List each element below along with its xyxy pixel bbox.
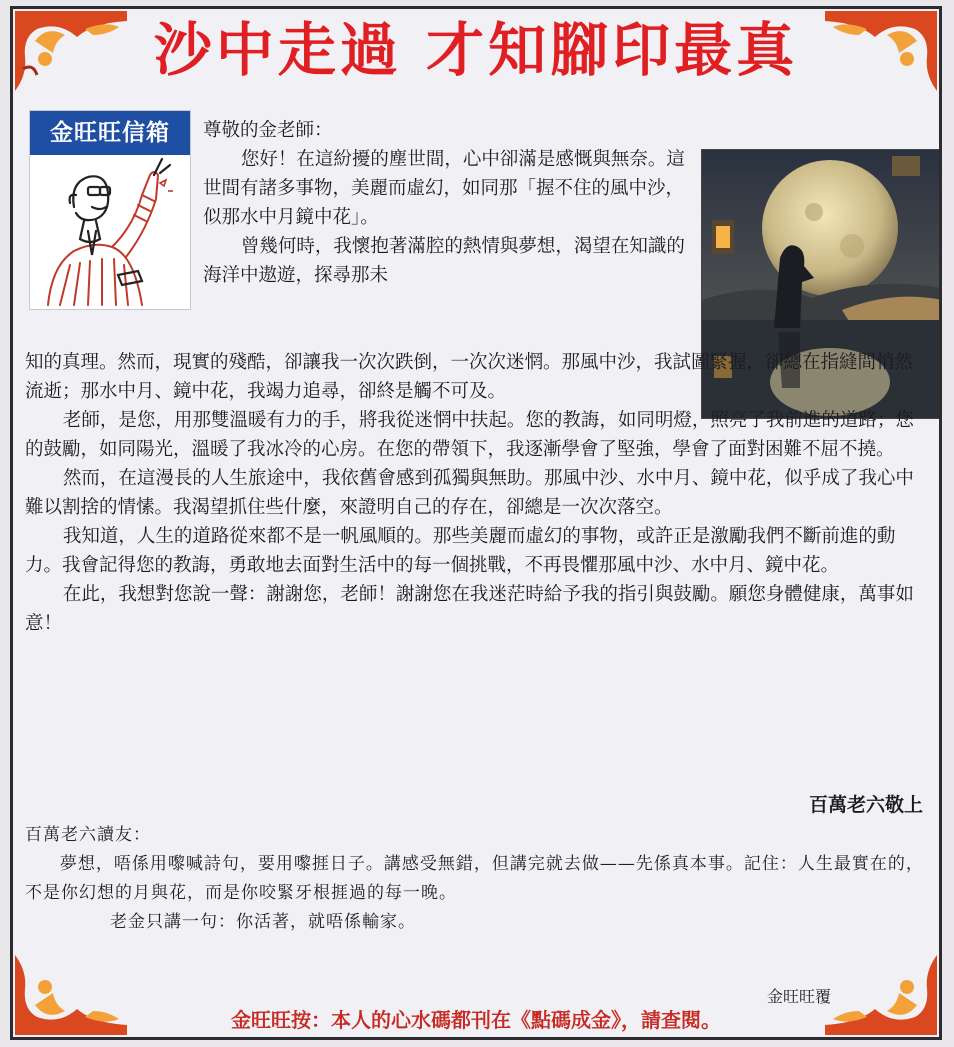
- reply-paragraph-1: 夢想，唔係用嚟喊詩句，要用嚟捱日子。講感受無錯，但講完就去做——先係真本事。記住：人生最實在的，不是你幻想的月與花，而是你咬緊牙根捱過的每一晚。: [25, 854, 924, 903]
- reply-paragraph-2: 老金只講一句：你活著，就唔係輸家。: [110, 912, 416, 932]
- letter-paragraph-2-end: 知的真理。然而，現實的殘酷，卻讓我一次次跌倒，一次次迷惘。那風中沙，我試圖緊握，卻總在指縫間悄然流逝；那水中月、鏡中花，我竭力追尋，卻終是觸不可及。: [25, 352, 914, 402]
- letter-paragraph-6: 在此，我想對您說一聲：謝謝您，老師！謝謝您在我迷茫時給予我的指引與鼓勵。願您身體健康，萬事如意！: [25, 584, 914, 634]
- letter-body: [25, 348, 930, 638]
- reply-salutation: 百萬老六讀友：: [25, 825, 151, 845]
- letter-signature: 百萬老六敬上: [808, 794, 923, 816]
- column-logo-title: 金旺旺信箱: [30, 111, 190, 155]
- letter-paragraph-5: 我知道，人生的道路從來都不是一帆風順的。那些美麗而虛幻的事物，或許正是激勵我們不斷前進的動力。我會記得您的教誨，勇敢地去面對生活中的每一個挑戰，不再畏懼那風中沙、水中月、鏡中花。: [25, 526, 896, 576]
- letter-paragraph-3: 老師，是您，用那雙溫暖有力的手，將我從迷惘中扶起。您的教誨，如同明燈，照亮了我前進的道路；您的鼓勵，如同陽光，溫暖了我冰冷的心房。在您的帶領下，我逐漸學會了堅強，學會了面對困難不屈不撓。: [25, 410, 914, 460]
- headline: 沙中走過 才知腳印最真: [153, 16, 799, 84]
- article-page: [10, 6, 942, 1040]
- letter-salutation: 尊敬的金老師：: [203, 120, 333, 141]
- letter-paragraph-2-start: 曾幾何時，我懷抱著滿腔的熱情與夢想，渴望在知識的海洋中遨遊，探尋那未: [203, 236, 685, 286]
- footer-note: 金旺旺按：本人的心水碼都刊在《點碼成金》，請查閱。: [231, 1008, 721, 1032]
- teacher-illustration: [30, 155, 190, 309]
- reply-section: [25, 821, 930, 937]
- letter-paragraph-1: 您好！在這紛擾的塵世間，心中卻滿是感慨與無奈。這世間有諸多事物，美麗而虛幻，如同那「握不住的風中沙，似那水中月鏡中花」。: [203, 149, 685, 228]
- letter-paragraph-4: 然而，在這漫長的人生旅途中，我依舊會感到孤獨與無助。那風中沙、水中月、鏡中花，似乎成了我心中難以割捨的情愫。我渴望抓住些什麼，來證明自己的存在，卻總是一次次落空。: [25, 468, 914, 518]
- column-logo: [29, 110, 191, 310]
- letter-opening: [203, 116, 693, 290]
- reply-signature: 金旺旺覆: [766, 987, 831, 1006]
